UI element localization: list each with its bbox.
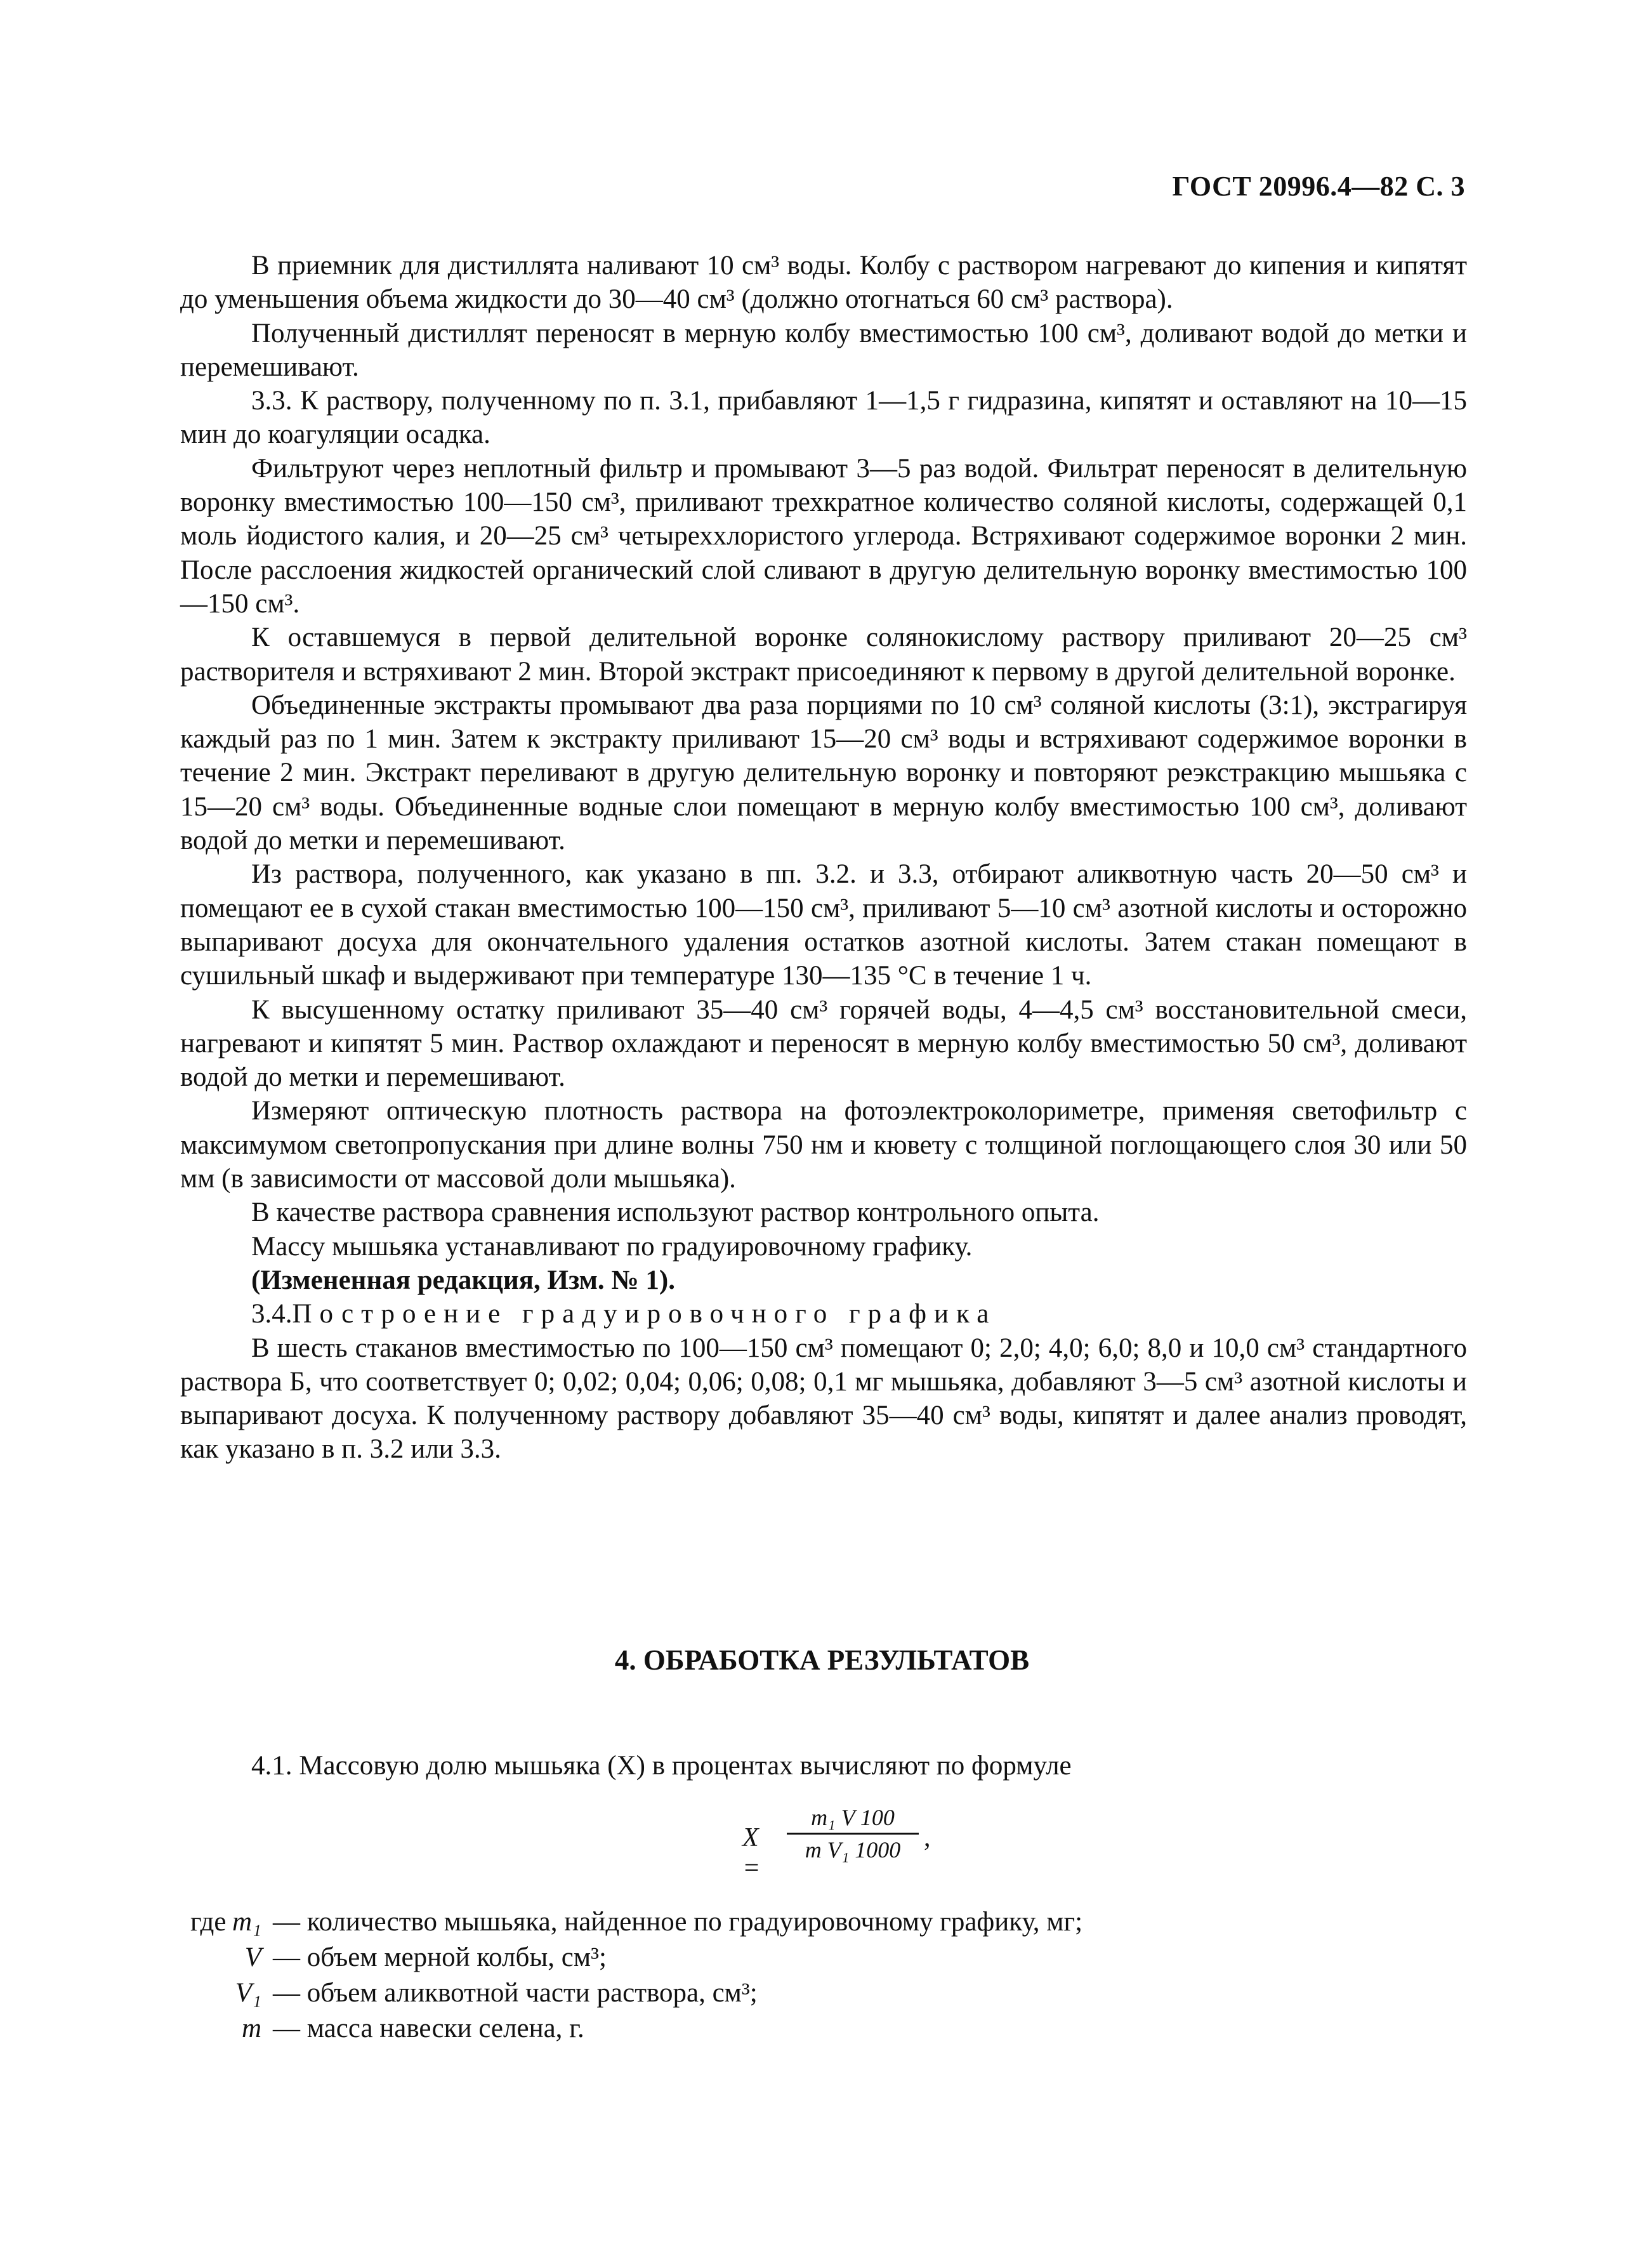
definition-symbol [190,1904,261,1940]
paragraph: Фильтруют через неплотный фильтр и промывают 3—5 раз водой. Фильтрат переносят в делительную воронку вместимостью 100—150 см³, приливают трехкратное количество соляной кислоты, содержащей 0,1 моль йодистого калия, и 20—25 см³ четыреххлористого углерода. Встряхивают содержимое воронки 2 мин. После расслоения жидкостей органический слой сливают в другую делительную воронку вместимостью 100—150 см³. [180,453,1467,619]
definition-symbol-text: V₁ [235,1978,261,2008]
paragraph: К высушенному остатку приливают 35—40 см³ горячей воды, 4—4,5 см³ восстановительной смеси, нагревают и кипятят 5 мин. Раствор охлаждают и переносят в мерную колбу вместимостью 50 см³, доливают водой до метки и перемешивают. [180,994,1467,1093]
definition-symbol-text: V [244,1942,261,1972]
definition-symbol-text: m₁ [232,1907,261,1937]
paragraph: 3.3. К раствору, полученному по п. 3.1, прибавляют 1—1,5 г гидразина, кипятят и оставляют на 10—15 мин до коагуляции осадка. [180,386,1467,450]
definition-symbol [190,2011,261,2047]
page-header: ГОСТ 20996.4—82 С. 3 [1172,171,1465,202]
subsection-number: 3.4. [251,1299,293,1329]
definition-text: — объем аликвотной части раствора, см³; [273,1978,758,2008]
edition-note [180,1263,1467,1297]
fraction-bar [787,1833,919,1835]
paragraph-4-1: 4.1. Массовую долю мышьяка (X) в процентах вычисляют по формуле [251,1751,1072,1781]
formula-denominator: m V₁ 1000 [805,1837,901,1863]
paragraph: Объединенные экстракты промывают два раза порциями по 10 см³ соляной кислоты (3:1), экстрагируя каждый раз по 1 мин. Затем к экстракту приливают 15—20 см³ воды и встряхивают содержимое воронки в течение 2 мин. Экстракт переливают в другую делительную воронку и повторяют реэкстракцию мышьяка с 15—20 см³ воды. Объединенные водные слои помещают в мерную колбу вместимостью 100 см³, доливают водой до метки и перемешивают. [180,690,1467,856]
edition-note-text: (Измененная редакция, Изм. № 1). [251,1265,675,1295]
paragraph: В качестве раствора сравнения используют раствор контрольного опыта. [251,1197,1100,1228]
paragraph: К оставшемуся в первой делительной воронке солянокислому раствору приливают 20—25 см³ растворителя и встряхивают 2 мин. Второй экстракт присоединяют к первому в другой делительной воронке. [180,623,1467,687]
paragraph: Полученный дистиллят переносят в мерную колбу вместимостью 100 см³, доливают водой до метки и перемешивают. [180,318,1467,382]
formula-lhs: X = [742,1823,761,1883]
paragraph: Массу мышьяка устанавливают по градуировочному графику. [251,1231,973,1262]
paragraph: Измеряют оптическую плотность раствора на фотоэлектроколориметре, применяя светофильтр с максимумом светопропускания при длине волны 750 нм и кювету с толщиной поглощающего слоя 30 или 50 мм (в зависимости от массовой доли мышьяка). [180,1096,1467,1194]
definition-symbol-text: m [241,2014,261,2043]
formula-trail: , [924,1823,931,1852]
formula-fraction [787,1803,919,1864]
paragraph: В приемник для дистиллята наливают 10 см³ воды. Колбу с раствором нагревают до кипения и кипятят до уменьшения объема жидкости до 30—40 см³ (должно отогнаться 60 см³ раствора). [180,251,1467,315]
subsection-heading [180,1297,1467,1331]
formula-numerator: m₁ V 100 [811,1805,895,1830]
body-text [180,249,1467,1467]
section-title: 4. ОБРАБОТКА РЕЗУЛЬТАТОВ [614,1644,1030,1676]
paragraph: Из раствора, полученного, как указано в пп. 3.2. и 3.3, отбирают аликвотную часть 20—50 см³ и помещают ее в сухой стакан вместимостью 100—150 см³, приливают 5—10 см³ азотной кислоты и осторожно выпаривают досуха для окончательного удаления остатков азотной кислоты. Затем стакан помещают в сушильный шкаф и выдерживают при температуре 130—135 °С в течение 1 ч. [180,859,1467,991]
definition-text: — объем мерной колбы, см³; [273,1942,607,1972]
definition-text: — количество мышьяка, найденное по градуировочному графику, мг; [273,1907,1083,1937]
definition-symbol [190,1940,261,1975]
definition-symbol [190,1975,261,2011]
definition-text: — масса навески селена, г. [273,2014,584,2043]
definition-lead: где [190,1907,227,1937]
subsection-title: Построение градуировочного графика [292,1299,997,1329]
paragraph: В шесть стаканов вместимостью по 100—150 см³ помещают 0; 2,0; 4,0; 6,0; 8,0 и 10,0 см³ стандартного раствора Б, что соответствует 0; 0,02; 0,04; 0,06; 0,08; 0,1 мг мышьяка, добавляют 3—5 см³ азотной кислоты и выпаривают досуха. К полученному раствору добавляют 35—40 см³ воды, кипятят и далее анализ проводят, как указано в п. 3.2 или 3.3. [180,1333,1467,1465]
